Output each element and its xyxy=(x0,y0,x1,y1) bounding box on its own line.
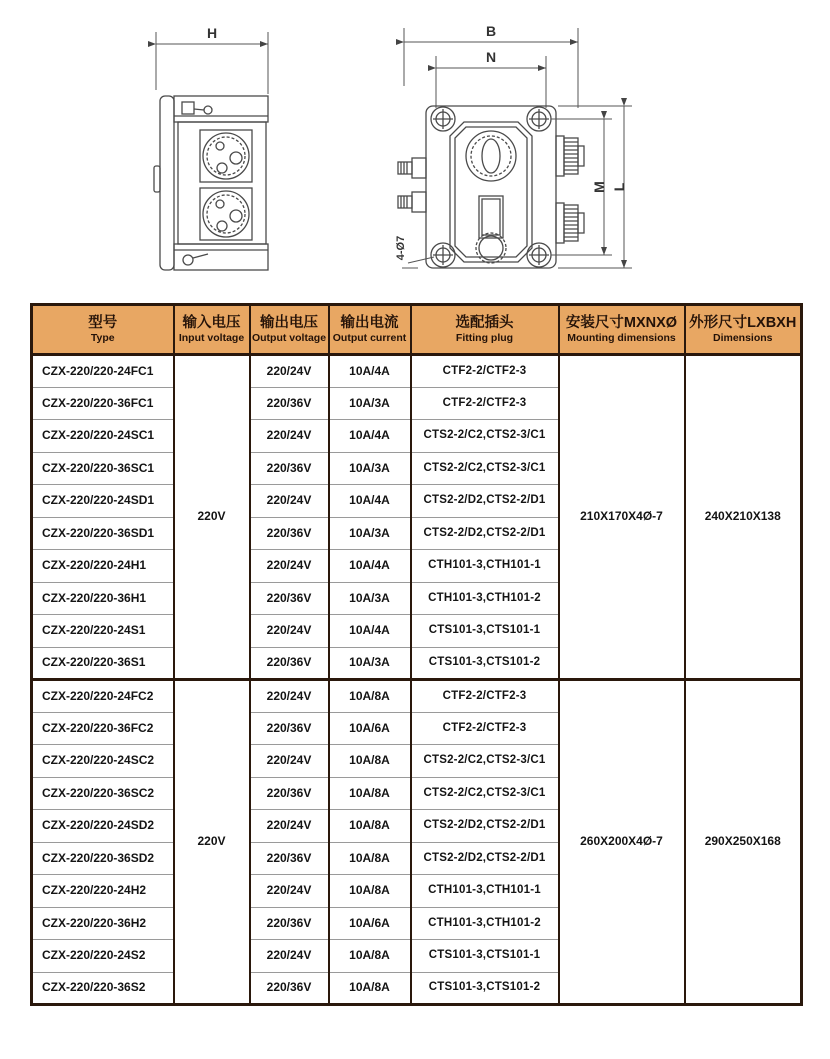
spec-table xyxy=(30,303,803,1006)
cell-fitting-plug: CTH101-3,CTH101-2 xyxy=(411,582,559,615)
cell-type: CZX-220/220-36S1 xyxy=(32,647,174,680)
side-view-body xyxy=(154,96,268,270)
cell-output-current: 10A/3A xyxy=(329,452,411,485)
cell-output-voltage: 220/24V xyxy=(250,420,329,453)
cell-fitting-plug: CTS2-2/C2,CTS2-3/C1 xyxy=(411,420,559,453)
cell-output-voltage: 220/36V xyxy=(250,712,329,745)
cell-output-current: 10A/6A xyxy=(329,907,411,940)
cell-fitting-plug: CTF2-2/CTF2-3 xyxy=(411,355,559,388)
cell-output-voltage: 220/24V xyxy=(250,355,329,388)
table-row xyxy=(32,355,802,388)
cell-output-current: 10A/8A xyxy=(329,972,411,1005)
cell-output-voltage: 220/36V xyxy=(250,907,329,940)
cell-output-voltage: 220/24V xyxy=(250,940,329,973)
cell-fitting-plug: CTS2-2/D2,CTS2-2/D1 xyxy=(411,810,559,843)
cell-input-voltage: 220V xyxy=(174,680,250,1005)
cell-fitting-plug: CTS101-3,CTS101-1 xyxy=(411,615,559,648)
cell-output-current: 10A/8A xyxy=(329,940,411,973)
cell-fitting-plug: CTS2-2/C2,CTS2-3/C1 xyxy=(411,777,559,810)
cell-type: CZX-220/220-24H1 xyxy=(32,550,174,583)
cell-dimensions: 290X250X168 xyxy=(685,680,802,1005)
cell-fitting-plug: CTF2-2/CTF2-3 xyxy=(411,680,559,713)
dim-label-h: H xyxy=(206,25,218,41)
col-header-input-voltage: 输入电压 Input voltage xyxy=(174,305,250,355)
cell-output-current: 10A/6A xyxy=(329,712,411,745)
cell-output-voltage: 220/36V xyxy=(250,517,329,550)
cell-output-current: 10A/3A xyxy=(329,387,411,420)
cell-output-current: 10A/4A xyxy=(329,615,411,648)
cell-output-current: 10A/3A xyxy=(329,582,411,615)
cell-fitting-plug: CTS2-2/D2,CTS2-2/D1 xyxy=(411,517,559,550)
cell-type: CZX-220/220-36S2 xyxy=(32,972,174,1005)
cell-output-voltage: 220/36V xyxy=(250,647,329,680)
cell-output-voltage: 220/24V xyxy=(250,680,329,713)
col-header-mounting-dimensions: 安装尺寸MXNXØ Mounting dimensions xyxy=(559,305,685,355)
cell-output-current: 10A/8A xyxy=(329,777,411,810)
cell-output-current: 10A/4A xyxy=(329,355,411,388)
cell-type: CZX-220/220-24S1 xyxy=(32,615,174,648)
cell-fitting-plug: CTS101-3,CTS101-2 xyxy=(411,972,559,1005)
cell-output-voltage: 220/36V xyxy=(250,582,329,615)
cell-output-voltage: 220/36V xyxy=(250,387,329,420)
cell-type: CZX-220/220-36H2 xyxy=(32,907,174,940)
cell-type: CZX-220/220-36SC1 xyxy=(32,452,174,485)
cell-output-voltage: 220/36V xyxy=(250,777,329,810)
cell-fitting-plug: CTF2-2/CTF2-3 xyxy=(411,387,559,420)
cell-type: CZX-220/220-36H1 xyxy=(32,582,174,615)
cell-dimensions: 240X210X138 xyxy=(685,355,802,680)
dim-label-m: M xyxy=(591,181,607,193)
cell-type: CZX-220/220-24SC2 xyxy=(32,745,174,778)
side-view-drawing xyxy=(146,18,280,280)
cell-output-voltage: 220/24V xyxy=(250,810,329,843)
table-row xyxy=(32,680,802,713)
dim-label-n: N xyxy=(485,49,497,65)
cell-output-current: 10A/4A xyxy=(329,485,411,518)
cell-type: CZX-220/220-24H2 xyxy=(32,875,174,908)
cell-output-current: 10A/8A xyxy=(329,680,411,713)
cell-type: CZX-220/220-36FC1 xyxy=(32,387,174,420)
cell-fitting-plug: CTS2-2/C2,CTS2-3/C1 xyxy=(411,745,559,778)
col-header-fitting-plug: 选配插头 Fitting plug xyxy=(411,305,559,355)
cell-type: CZX-220/220-24SD1 xyxy=(32,485,174,518)
front-view-drawing xyxy=(388,16,664,288)
cell-type: CZX-220/220-36FC2 xyxy=(32,712,174,745)
cell-fitting-plug: CTH101-3,CTH101-2 xyxy=(411,907,559,940)
col-header-dimensions: 外形尺寸LXBXH Dimensions xyxy=(685,305,802,355)
cell-fitting-plug: CTH101-3,CTH101-1 xyxy=(411,875,559,908)
dim-label-l: L xyxy=(611,182,627,192)
front-view-body xyxy=(398,106,584,268)
col-header-type: 型号 Type xyxy=(32,305,174,355)
cell-type: CZX-220/220-24S2 xyxy=(32,940,174,973)
cell-type: CZX-220/220-36SD1 xyxy=(32,517,174,550)
cell-fitting-plug: CTH101-3,CTH101-1 xyxy=(411,550,559,583)
cell-fitting-plug: CTS2-2/D2,CTS2-2/D1 xyxy=(411,485,559,518)
cell-output-current: 10A/4A xyxy=(329,550,411,583)
cell-type: CZX-220/220-24SC1 xyxy=(32,420,174,453)
col-header-output-voltage: 输出电压 Output voltage xyxy=(250,305,329,355)
cell-fitting-plug: CTF2-2/CTF2-3 xyxy=(411,712,559,745)
cell-type: CZX-220/220-24FC2 xyxy=(32,680,174,713)
cell-output-voltage: 220/24V xyxy=(250,745,329,778)
cell-fitting-plug: CTS101-3,CTS101-1 xyxy=(411,940,559,973)
cell-input-voltage: 220V xyxy=(174,355,250,680)
cell-output-current: 10A/8A xyxy=(329,875,411,908)
cell-output-current: 10A/3A xyxy=(329,647,411,680)
mounting-holes-label: 4-Ø7 xyxy=(395,235,407,261)
cell-output-current: 10A/3A xyxy=(329,517,411,550)
cell-fitting-plug: CTS101-3,CTS101-2 xyxy=(411,647,559,680)
cell-mounting-dimensions: 260X200X4Ø-7 xyxy=(559,680,685,1005)
cell-fitting-plug: CTS2-2/D2,CTS2-2/D1 xyxy=(411,842,559,875)
cell-type: CZX-220/220-24SD2 xyxy=(32,810,174,843)
cell-output-voltage: 220/24V xyxy=(250,485,329,518)
dim-label-b: B xyxy=(485,23,497,39)
cell-mounting-dimensions: 210X170X4Ø-7 xyxy=(559,355,685,680)
cell-output-current: 10A/8A xyxy=(329,745,411,778)
cell-output-voltage: 220/24V xyxy=(250,550,329,583)
cell-output-voltage: 220/36V xyxy=(250,972,329,1005)
cell-type: CZX-220/220-24FC1 xyxy=(32,355,174,388)
cell-output-voltage: 220/24V xyxy=(250,875,329,908)
cell-type: CZX-220/220-36SC2 xyxy=(32,777,174,810)
cell-output-current: 10A/4A xyxy=(329,420,411,453)
table-header-row xyxy=(32,305,802,355)
cell-output-current: 10A/8A xyxy=(329,810,411,843)
technical-drawings xyxy=(0,0,830,300)
cell-output-voltage: 220/36V xyxy=(250,452,329,485)
cell-type: CZX-220/220-36SD2 xyxy=(32,842,174,875)
col-header-output-current: 输出电流 Output current xyxy=(329,305,411,355)
cell-output-current: 10A/8A xyxy=(329,842,411,875)
cell-output-voltage: 220/24V xyxy=(250,615,329,648)
cell-fitting-plug: CTS2-2/C2,CTS2-3/C1 xyxy=(411,452,559,485)
cell-output-voltage: 220/36V xyxy=(250,842,329,875)
